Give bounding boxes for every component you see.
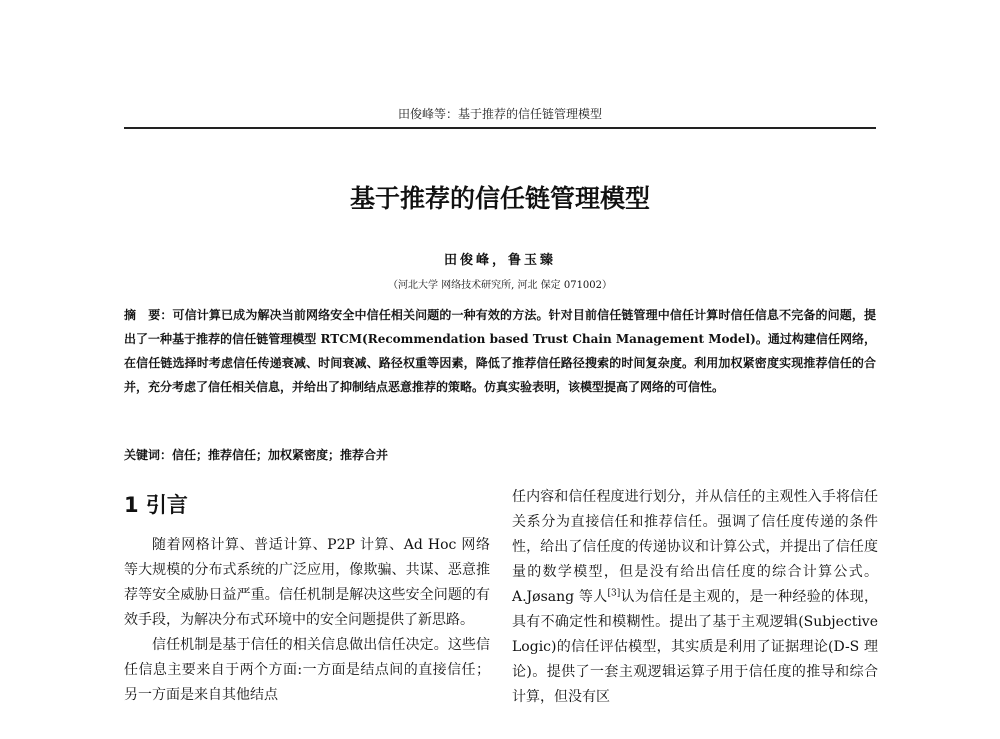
paper-title: 基于推荐的信任链管理模型 bbox=[349, 184, 650, 213]
right-paragraph-text: 任内容和信任程度进行划分，并从信任的主观性入手将信任关系分为直接信任和推荐信任。强调了信任度传递的条件性，给出了信任度的传递协议和计算公式，并提出了信任度量的数学模型，但是没有给出信任度的综合计算公式。A.Jøsang 等人 bbox=[512, 489, 878, 605]
affiliation: （河北大学 网络技术研究所, 河北 保定 071002） bbox=[387, 280, 613, 291]
right-paragraph-1 bbox=[512, 485, 878, 710]
right-column bbox=[512, 485, 878, 710]
authors: 田俊峰，鲁玉臻 bbox=[443, 253, 556, 268]
abstract bbox=[124, 303, 876, 399]
intro-paragraph-2: 信任机制是基于信任的相关信息做出信任决定。这些信任信息主要来自于两个方面:一方面是结点间的直接信任；另一方面是来自其他结点 bbox=[124, 637, 490, 703]
abstract-label: 摘 要： bbox=[124, 308, 173, 322]
section-heading-introduction: 1 引言 bbox=[124, 493, 188, 517]
right-paragraph-continuation: 认为信任是主观的，是一种经验的体现，具有不确定性和模糊性。提出了基于主观逻辑(Subjective Logic)的信任评估模型，其实质是利用了证据理论(D-S 理论)。提供了一套主观逻辑运算子用于信任度的推导和综合计算，但没有区 bbox=[512, 589, 879, 705]
citation-3: [3] bbox=[607, 588, 621, 599]
keywords bbox=[124, 446, 876, 464]
abstract-text: 可信计算已成为解决当前网络安全中信任相关问题的一种有效的方法。针对目前信任链管理中信任计算时信任信息不完备的问题，提出了一种基于推荐的信任链管理模型 RTCM(Recommendation based Trust Chain Management Model)。通过构建信任网络，在信任链选择时考虑信任传递衰减、时间衰减、路径权重等因素，降低了推荐信任路径搜索的时间复杂度。利用加权紧密度实现推荐信任的合并，充分考虑了信任相关信息，并给出了抑制结点恶意推荐的策略。仿真实验表明，该模型提高了网络的可信性。 bbox=[124, 308, 876, 394]
left-column bbox=[124, 485, 490, 708]
intro-paragraph-1: 随着网格计算、普适计算、P2P 计算、Ad Hoc 网络等大规模的分布式系统的广泛应用，像欺骗、共谋、恶意推荐等安全威胁日益严重。信任机制是解决这些安全问题的有效手段，为解决分布式环境中的安全问题提供了新思路。 bbox=[124, 537, 490, 628]
running-head: 田俊峰等：基于推荐的信任链管理模型 bbox=[397, 107, 602, 121]
header-rule bbox=[124, 127, 876, 129]
keywords-label: 关键词： bbox=[124, 448, 173, 462]
keywords-text: 信任；推荐信任；加权紧密度；推荐合并 bbox=[172, 448, 389, 462]
